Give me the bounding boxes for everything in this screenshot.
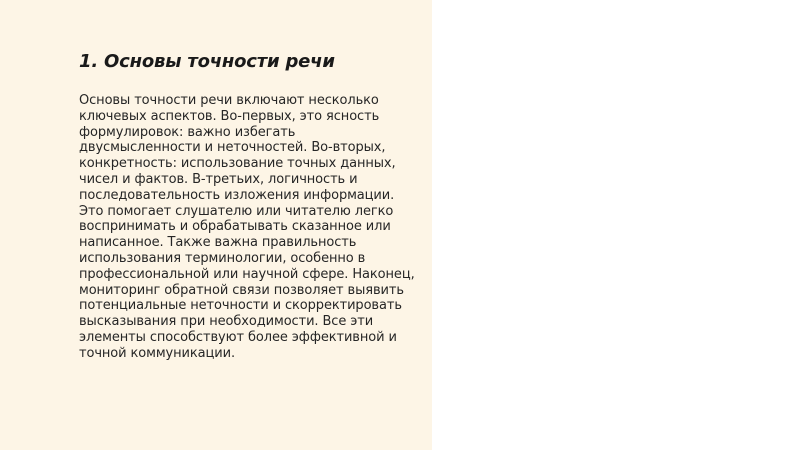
- body-line: двусмысленности и неточностей. Во-вторых,: [79, 140, 386, 156]
- body-line: точной коммуникации.: [79, 345, 235, 361]
- body-line: чисел и фактов. В-третьих, логичность и: [79, 171, 358, 187]
- body-line: написанное. Также важна правильность: [79, 235, 357, 251]
- body-line: Основы точности речи включают несколько: [79, 93, 379, 108]
- slide-title: 1. Основы точности речи: [79, 51, 335, 72]
- body-line: высказывания при необходимости. Все эти: [79, 314, 374, 330]
- slide-body-text: [79, 93, 424, 362]
- body-line: ключевых аспектов. Во-первых, это ясность: [79, 108, 380, 124]
- body-line: мониторинг обратной связи позволяет выявить: [79, 282, 404, 298]
- blank-panel: [432, 0, 800, 450]
- body-line: потенциальные неточности и скорректировать: [79, 298, 402, 314]
- body-line: профессиональной или научной сфере. Наконец,: [79, 266, 415, 282]
- body-line: использования терминологии, особенно в: [79, 250, 366, 266]
- body-line: воспринимать и обрабатывать сказанное или: [79, 219, 391, 235]
- body-line: конкретность: использование точных данных,: [79, 156, 396, 172]
- body-line: Это помогает слушателю или читателю легко: [79, 203, 394, 219]
- body-line: элементы способствуют более эффективной и: [79, 329, 397, 345]
- body-line: последовательность изложения информации.: [79, 187, 395, 203]
- body-line: формулировок: важно избегать: [79, 124, 296, 140]
